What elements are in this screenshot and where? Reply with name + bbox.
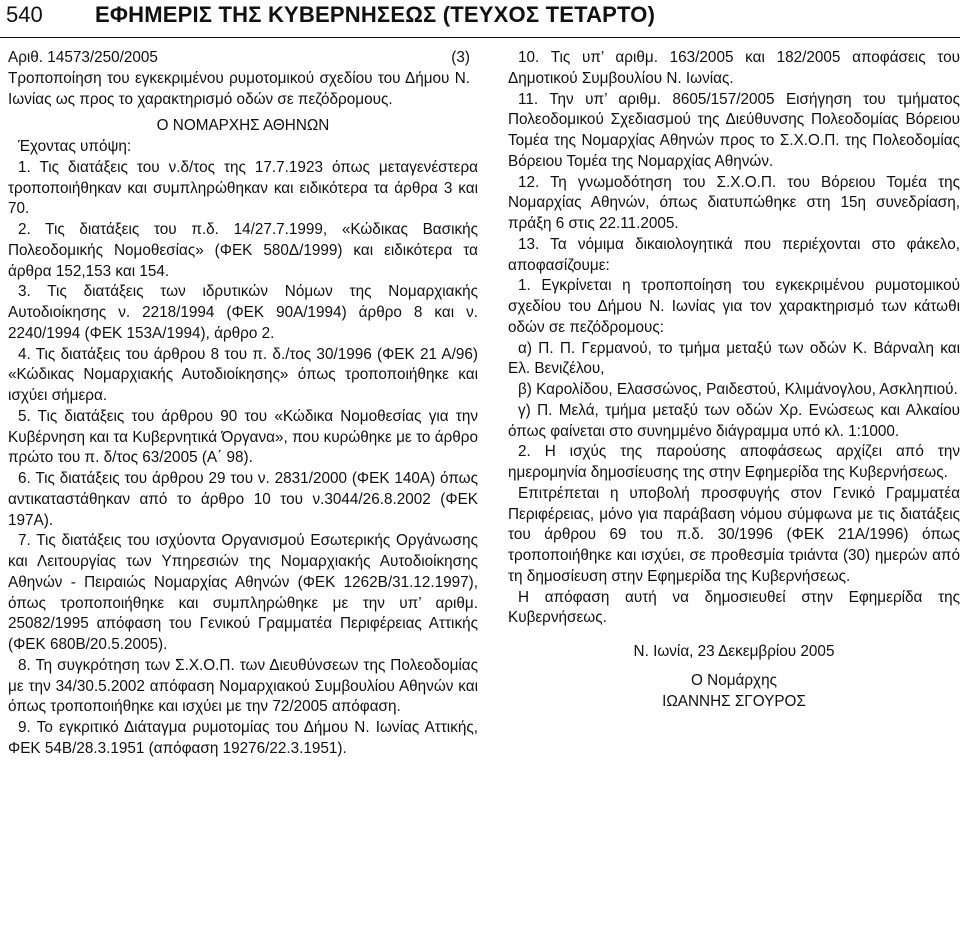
consideration-item: 12. Τη γνωμοδότηση του Σ.Χ.Ο.Π. του Βόρειου Τομέα της Νομαρχίας Αθηνών, όπως διατυπώθηκε στη 15η συνεδρίαση, πράξη 6 στις 22.11.2005. bbox=[508, 173, 960, 232]
header-rule bbox=[0, 37, 960, 38]
street-item: β) Καρολίδου, Ελασσώνος, Ραιδεστού, Κλιμάνογλου, Ασκληπιού. bbox=[518, 381, 958, 398]
decision-number: Αριθ. 14573/250/2005 bbox=[8, 49, 158, 66]
appeal-notice: Επιτρέπεται η υποβολή προσφυγής στον Γενικό Γραμματέα Περιφέρειας, μόνο για παράβαση νόμου σύμφωνα με τις διατάξεις του άρθρου 69 του π.δ. 30/1996 (ΦΕΚ 21Α/1996) όπως τροποποιήθηκε και ισχύει, σε προθεσμία τριάντα (30) ημερών από τη δημοσίευση στην Εφημερίδα της Κυβερνήσεως. bbox=[508, 484, 960, 585]
page-number: 540 bbox=[6, 2, 43, 27]
consideration-item: 2. Τις διατάξεις του π.δ. 14/27.7.1999, «Κώδικας Βασικής Πολεοδομικής Νομοθεσίας» (ΦΕΚ 580Δ/1999) και ειδικότερα τα άρθρα 152,153 και 154. bbox=[8, 221, 478, 280]
consideration-item: 1. Τις διατάξεις του ν.δ/τος της 17.7.1923 όπως μεταγενέστερα τροποποιήθηκαν και συμπληρώθηκαν και ειδικότερα τα άρθρα 3 και 70. bbox=[8, 158, 478, 218]
consideration-item: 10. Τις υπ’ αριθμ. 163/2005 και 182/2005 αποφάσεις του Δημοτικού Συμβουλίου Ν. Ιωνίας. bbox=[508, 49, 960, 87]
place-date: Ν. Ιωνία, 23 Δεκεμβρίου 2005 bbox=[633, 643, 835, 660]
decision-heading bbox=[8, 48, 478, 69]
gazette-title: ΕΦΗΜΕΡΙΣ ΤΗΣ ΚΥΒΕΡΝΗΣΕΩΣ (ΤΕΥΧΟΣ ΤΕΤΑΡΤΟ) bbox=[95, 2, 656, 27]
consideration-item: 11. Την υπ’ αριθμ. 8605/157/2005 Εισήγηση του τμήματος Πολεοδομικού Σχεδιασμού της Διεύθυνσης Πολεοδομίας Βόρειου Τομέα της Νομαρχίας Αθηνών προς το Σ.Χ.Ο.Π. της Πολεοδομίας Βόρειου Τομέα της Νομαρχίας Αθηνών. bbox=[508, 90, 960, 170]
publication-order: Η απόφαση αυτή να δημοσιευθεί στην Εφημερίδα της Κυβερνήσεως. bbox=[508, 588, 960, 627]
signer-title: Ο Νομάρχης bbox=[691, 671, 777, 689]
street-item: γ) Π. Μελά, τμήμα μεταξύ των οδών Χρ. Ενώσεως και Αλκαίου όπως φαίνεται στο συνημμένο διάγραμμα υπό κλ. 1:1000. bbox=[508, 401, 960, 440]
consideration-item: 6. Τις διατάξεις του άρθρου 29 του ν. 2831/2000 (ΦΕΚ 140Α) όπως αντικαταστάθηκαν από το άρθρο 10 του ν.3044/26.8.2002 (ΦΕΚ 197Α). bbox=[8, 470, 478, 529]
consideration-item: 7. Τις διατάξεις του ισχύοντα Οργανισμού Εσωτερικής Οργάνωσης και Λειτουργίας των Υπηρεσιών της Νομαρχιακής Αυτοδιοίκησης Αθηνών - Πειραιώς Νομαρχίας Αθηνών (ΦΕΚ 1262Β/31.12.1997), όπως τροποποιήθηκε και συμπληρώθηκε με την υπ’ αριθμ. 25082/1995 απόφαση του Γενικού Γραμματέα Περιφέρειας Αττικής (ΦΕΚ 680Β/20.5.2005). bbox=[8, 532, 478, 653]
decision-clause-2: 2. Η ισχύς της παρούσης αποφάσεως αρχίζει από την ημερομηνία δημοσίευσης της στην Εφημερίδα της Κυβερνήσεως. bbox=[508, 443, 960, 481]
considering-label: Έχοντας υπόψη: bbox=[18, 138, 132, 155]
consideration-item: 9. Το εγκριτικό Διάταγμα ρυμοτομίας του Δήμου Ν. Ιωνίας Αττικής, ΦΕΚ 54Β/28.3.1951 (απόφαση 19276/22.3.1951). bbox=[8, 719, 478, 757]
consideration-item: 8. Τη συγκρότηση των Σ.Χ.Ο.Π. των Διευθύνσεων της Πολεοδομίας με την 34/30.5.2002 απόφαση Νομαρχιακού Συμβουλίου Αθηνών και όπως τροποποιήθηκε και ισχύει με την 72/2005 απόφαση. bbox=[8, 656, 478, 716]
consideration-item: 5. Τις διατάξεις του άρθρου 90 του «Κώδικα Νομοθεσίας για την Κυβέρνηση και τα Κυβερνητικά Όργανα», που κυρώθηκε με το άρθρο πρώτο του π. δ/τος 63/2005 (Α΄ 98). bbox=[8, 407, 478, 467]
right-column bbox=[508, 48, 960, 712]
decision-subject: Τροποποίηση του εγκεκριμένου ρυμοτομικού σχεδίου του Δήμου Ν. Ιωνίας ως προς το χαρακτηρισμό οδών σε πεζόδρομους. bbox=[8, 69, 470, 108]
consideration-item: 4. Τις διατάξεις του άρθρου 8 του π. δ./τος 30/1996 (ΦΕΚ 21 Α/96) «Κώδικας Νομαρχιακής Αυτοδιοίκησης» όπως τροποποιήθηκε και ισχύει σήμερα. bbox=[8, 345, 478, 404]
left-column bbox=[8, 48, 478, 760]
consideration-item: 13. Τα νόμιμα δικαιολογητικά που περιέχονται στο φάκελο, αποφασίζουμε: bbox=[508, 235, 960, 274]
street-item: α) Π. Π. Γερμανού, το τμήμα μεταξύ των οδών Κ. Βάρναλη και Ελ. Βενιζέλου, bbox=[508, 339, 960, 378]
signer-name: ΙΩΑΝΝΗΣ ΣΓΟΥΡΟΣ bbox=[662, 692, 806, 710]
consideration-item: 3. Τις διατάξεις των ιδρυτικών Νόμων της Νομαρχιακής Αυτοδιοίκησης ν. 2218/1994 (ΦΕΚ 90Α/1994) άρθρο 8 και ν. 2240/1994 (ΦΕΚ 153Α/1994), άρθρο 2. bbox=[8, 283, 478, 342]
decision-index: (3) bbox=[451, 49, 470, 66]
decision-clause-1: 1. Εγκρίνεται η τροποποίηση του εγκεκριμένου ρυμοτομικού σχεδίου του Δήμου Ν. Ιωνίας για τον χαρακτηρισμό των κάτωθι οδών σε πεζόδρομους: bbox=[508, 277, 960, 336]
page-header bbox=[0, 0, 960, 38]
issuing-authority: Ο ΝΟΜΑΡΧΗΣ ΑΘΗΝΩΝ bbox=[156, 117, 330, 135]
